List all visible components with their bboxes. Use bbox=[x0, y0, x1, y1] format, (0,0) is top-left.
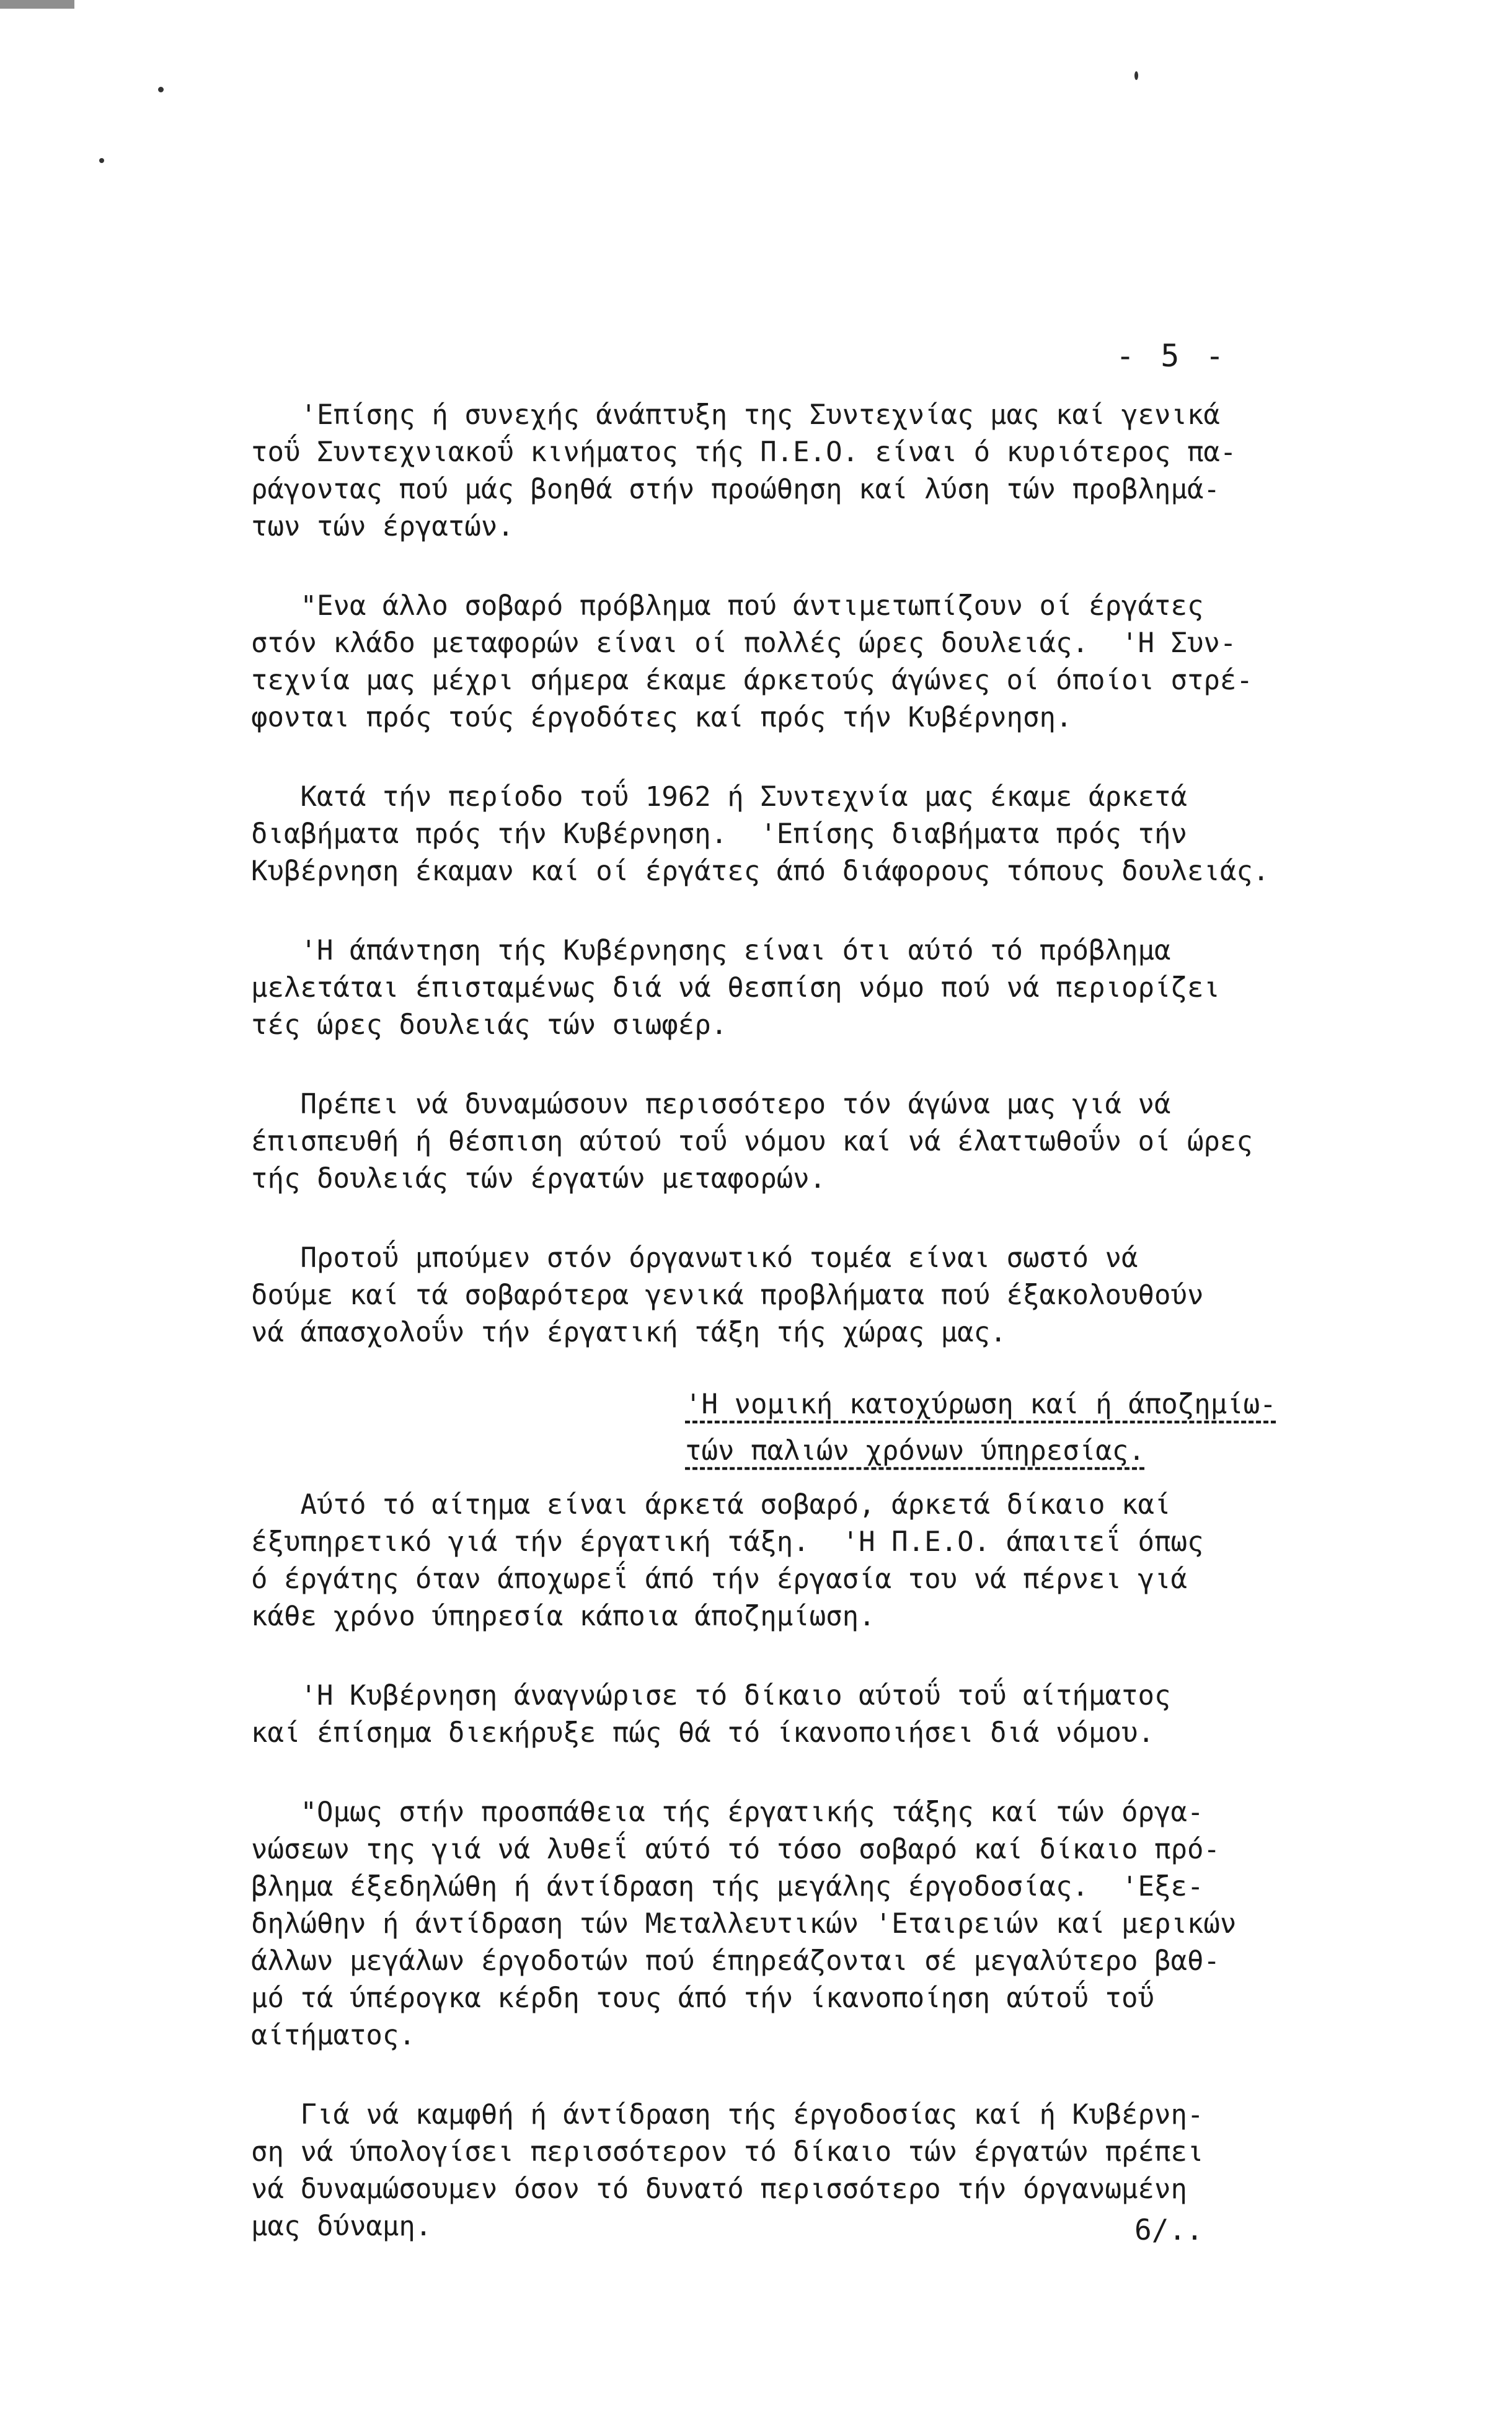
paragraph-6: Προτοΰ μπούμεν στόν όργανωτικό τομέα είναι σωστό νά δούμε καί τά σοβαρότερα γενικά προβλήματα πού έξακολουθούν νά άπασχολοΰν τήν έργατική τάξη τής χώρας μας. bbox=[251, 1242, 1204, 1348]
scan-edge-mark bbox=[0, 0, 74, 9]
paragraph-5: Πρέπει νά δυναμώσουν περισσότερο τόν άγώνα μας γιά νά έπισπευθή ή θέσπιση αύτού τοΰ νόμου καί νά έλαττωθοΰν οί ώρες τής δουλειάς τών έργατών μεταφορών. bbox=[251, 1089, 1253, 1195]
document-body bbox=[251, 397, 1423, 2287]
paragraph-9: "Ομως στήν προσπάθεια τής έργατικής τάξης καί τών όργα- νώσεων της γιά νά λυθεΐ αύτό τό τόσο σοβαρό καί δίκαιο πρό- βλημα έξεδηλώθη ή άντίδραση τής μεγάλης έργοδοσίας. 'Εξε- δηλώθην ή άντίδραση τών Μεταλλευτικών 'Εταιρειών καί μερικών άλλων μεγάλων έργοδοτών πού έπηρεάζονται σέ μεγαλύτερο βαθ- μό τά ύπέρογκα κέρδη τους άπό τήν ίκανοποίηση αύτοΰ τοΰ αίτήματος. bbox=[251, 1796, 1237, 2051]
paragraph-4: 'Η άπάντηση τής Κυβέρνησης είναι ότι αύτό τό πρόβλημα μελετάται έπισταμένως διά νά θεσπίση νόμο πού νά περιορίζει τές ώρες δουλειάς τών σιωφέρ. bbox=[251, 935, 1220, 1041]
paragraph-7: Αύτό τό αίτημα είναι άρκετά σοβαρό, άρκετά δίκαιο καί έξυπηρετικό γιά τήν έργατική τάξη. 'Η Π.Ε.Ο. άπαιτεΐ όπως ό έργάτης όταν άποχωρεΐ άπό τήν έργασία του νά πέρνει γιά κάθε χρόνο ύπηρεσία κάποια άποζημίωση. bbox=[251, 1489, 1204, 1632]
scan-speck bbox=[158, 87, 164, 92]
paragraph-8: 'Η Κυβέρνηση άναγνώρισε τό δίκαιο αύτοΰ τοΰ αίτήματος καί έπίσημα διεκήρυξε πώς θά τό ίκανοποιήσει διά νόμου. bbox=[251, 1680, 1171, 1749]
paragraph-1: 'Επίσης ή συνεχής άνάπτυξη της Συντεχνίας μας καί γενικά τοΰ Συντεχνιακοΰ κινήματος τής Π.Ε.Ο. είναι ό κυριότερος πα- ράγοντας πού μάς βοηθά στήν προώθηση καί λύση τών προβλημά- των τών έργατών. bbox=[251, 399, 1237, 542]
paragraph-10: Γιά νά καμφθή ή άντίδραση τής έργοδοσίας καί ή Κυβέρνη- ση νά ύπολογίσει περισσότερον τό δίκαιο τών έργατών πρέπει νά δυναμώσουμεν όσον τό δυνατό περισσότερο τήν όργανωμένη μας δύναμη. bbox=[251, 2099, 1204, 2242]
scan-speck bbox=[1134, 71, 1138, 80]
scan-speck bbox=[99, 158, 104, 163]
section-heading-line-2: τών παλιών χρόνων ύπηρεσίας. bbox=[685, 1435, 1145, 1467]
paragraph-3: Κατά τήν περίοδο τοΰ 1962 ή Συντεχνία μας έκαμε άρκετά διαβήματα πρός τήν Κυβέρνηση. 'Επίσης διαβήματα πρός τήν Κυβέρνηση έκαμαν καί οί έργάτες άπό διάφορους τόπους δουλειάς. bbox=[251, 781, 1270, 887]
page-number: - 5 - bbox=[1116, 338, 1228, 374]
next-page-reference: 6/.. bbox=[1134, 2213, 1203, 2246]
section-heading-line-1: 'Η νομική κατοχύρωση καί ή άποζημίω- bbox=[685, 1389, 1276, 1420]
paragraph-2: "Ενα άλλο σοβαρό πρόβλημα πού άντιμετωπίζουν οί έργάτες στόν κλάδο μεταφορών είναι οί πολλές ώρες δουλειάς. 'Η Συν- τεχνία μας μέχρι σήμερα έκαμε άρκετούς άγώνες οί όποίοι στρέ- φονται πρός τούς έργοδότες καί πρός τήν Κυβέρνηση. bbox=[251, 590, 1253, 733]
